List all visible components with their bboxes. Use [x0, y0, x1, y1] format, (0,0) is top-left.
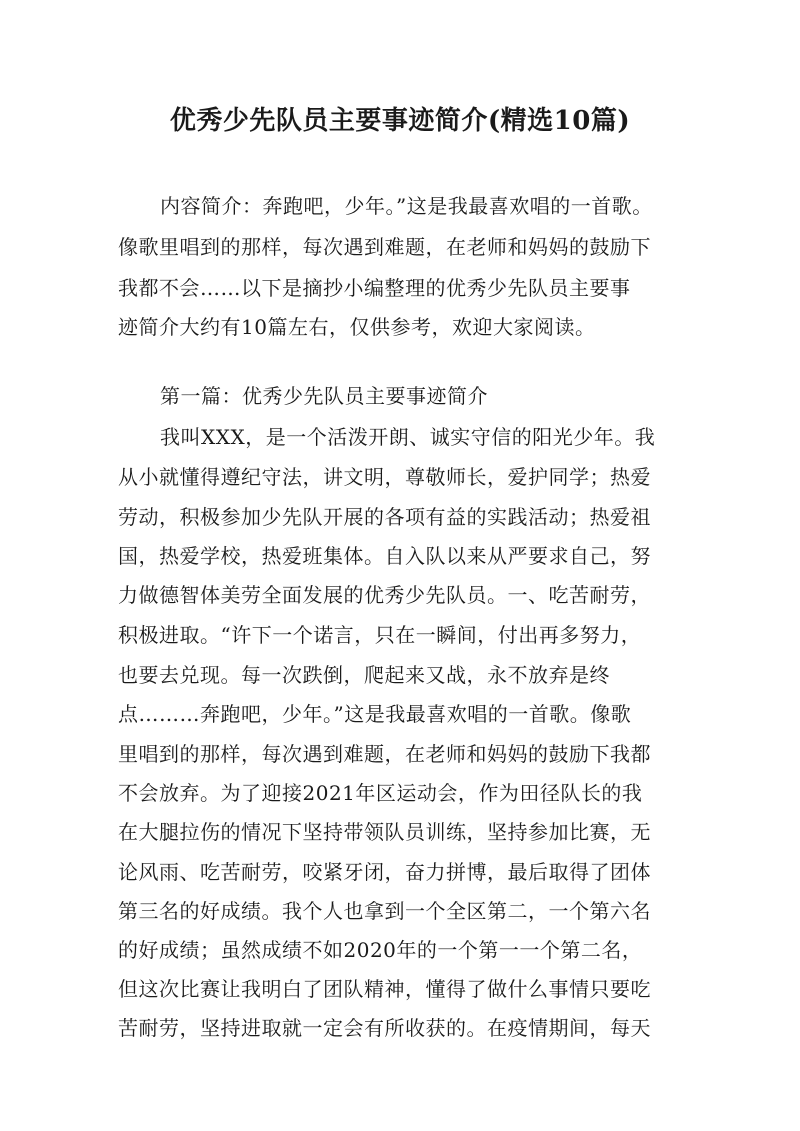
body-line: 论风雨、吃苦耐劳，咬紧牙闭，奋力拼博，最后取得了团体 [118, 860, 651, 884]
body-line: 点………奔跑吧，少年。”这是我最喜欢唱的一首歌。像歌 [118, 702, 632, 726]
body-line: 里唱到的那样，每次遇到难题，在老师和妈妈的鼓励下我都 [118, 742, 651, 766]
body-line: 不会放弃。为了迎接2021年区运动会，作为田径队长的我 [118, 781, 643, 805]
intro-line: 像歌里唱到的那样，每次遇到难题，在老师和妈妈的鼓励下 [118, 235, 651, 259]
intro-line: 我都不会……以下是摘抄小编整理的优秀少先队员主要事 [118, 276, 631, 300]
body-line: 力做德智体美劳全面发展的优秀少先队员。一、吃苦耐劳， [118, 583, 651, 607]
body-line: 苦耐劳，坚持进取就一定会有所收获的。在疫情期间，每天 [118, 1016, 651, 1040]
body-line: 国，热爱学校，热爱班集体。自入队以来从严要求自己，努 [118, 544, 651, 568]
body-line: 劳动，积极参加少先队开展的各项有益的实践活动；热爱祖 [118, 505, 651, 529]
body-line: 但这次比赛让我明白了团队精神，懂得了做什么事情只要吃 [118, 977, 651, 1001]
section-heading: 第一篇：优秀少先队员主要事迹简介 [160, 384, 488, 408]
body-line: 也要去兑现。每一次跌倒，爬起来又战，永不放弃是终 [118, 663, 610, 687]
intro-line: 迹简介大约有10篇左右，仅供参考，欢迎大家阅读。 [118, 315, 596, 339]
body-line: 积极进取。“许下一个诺言，只在一瞬间，付出再多努力， [118, 623, 642, 647]
body-line: 从小就懂得遵纪守法，讲文明，尊敬师长，爱护同学；热爱 [118, 465, 651, 489]
document-title: 优秀少先队员主要事迹简介(精选10篇) [169, 106, 631, 136]
body-line: 在大腿拉伤的情况下坚持带领队员训练，坚持参加比赛，无 [118, 820, 651, 844]
intro-line: 内容简介：奔跑吧，少年。”这是我最喜欢唱的一首歌。 [160, 194, 653, 218]
body-line: 第三名的好成绩。我个人也拿到一个全区第二，一个第六名 [118, 899, 651, 923]
body-line: 我叫XXX，是一个活泼开朗、诚实守信的阳光少年。我 [160, 425, 656, 449]
body-line: 的好成绩；虽然成绩不如2020年的一个第一一个第二名， [118, 938, 643, 962]
